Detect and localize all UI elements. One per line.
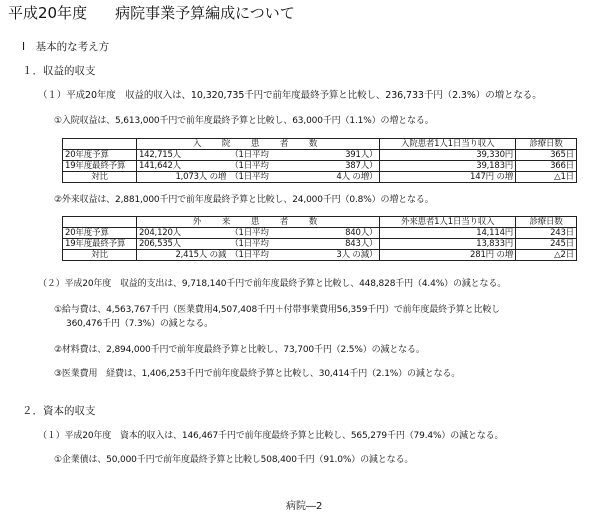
row-avg-label: （1日平均: [228, 172, 292, 183]
row-days: △2日: [516, 250, 577, 261]
row-per-unit: 14,114円: [380, 228, 516, 239]
row-total: 141,642人: [136, 161, 228, 172]
row-avg: 4人 の増）: [292, 172, 380, 183]
row-label: 対比: [63, 172, 137, 183]
outpatient-text: ②外来収益は、2,881,000千円で前年度最終予算と比較し、24,000千円（0.8%）の増となる。: [54, 195, 434, 205]
row-total: 142,715人: [136, 150, 228, 161]
row-days: 365日: [516, 150, 577, 161]
row-per-unit: 147円 の増: [380, 172, 516, 183]
page-title: [8, 6, 295, 21]
table-row: [63, 239, 577, 250]
row-label: 対比: [63, 250, 137, 261]
material-text: ②材料費は、2,894,000千円で前年度最終予算と比較し、73,700千円（2.5%）の減となる。: [54, 345, 425, 355]
bond-text: ①企業債は、50,000千円で前年度最終予算と比較し508,400千円（91.0%）の減となる。: [54, 455, 414, 465]
row-avg-label: （1日平均: [228, 150, 292, 161]
revenue-expense-text: （２）平成20年度 収益的支出は、9,718,140千円で前年度最終予算と比較し、448,828千円（4.4%）の減となる。: [38, 279, 507, 289]
row-total: 204,120人: [136, 228, 228, 239]
table-row: [63, 150, 577, 161]
revenue-subheading: １．収益的収支: [22, 65, 96, 77]
title-year: 平成20年度: [8, 4, 88, 22]
row-avg-label: （1日平均: [228, 228, 292, 239]
row-total: 206,535人: [136, 239, 228, 250]
row-label: 19年度最終予算: [63, 239, 137, 250]
medical-expense-text: ③医業費用 経費は、1,406,253千円で前年度最終予算と比較し、30,414千円（2.1%）の減となる。: [54, 369, 461, 379]
row-total: 1,073人 の増: [136, 172, 228, 183]
row-days: 243日: [516, 228, 577, 239]
row-per-unit: 13,833円: [380, 239, 516, 250]
header-days: 診療日数: [516, 139, 577, 150]
row-days: 366日: [516, 161, 577, 172]
header-days: 診療日数: [516, 217, 577, 228]
row-label: 19年度最終予算: [63, 161, 137, 172]
row-avg-label: （1日平均: [228, 250, 292, 261]
row-per-unit: 39,330円: [380, 150, 516, 161]
header-blank: [63, 139, 137, 150]
row-label: 20年度予算: [63, 150, 137, 161]
table-header-row: [63, 139, 577, 150]
row-avg-label: （1日平均: [228, 239, 292, 250]
row-per-unit: 281円 の増: [380, 250, 516, 261]
row-total: 2,415人 の減: [136, 250, 228, 261]
table-row: [63, 161, 577, 172]
row-days: 245日: [516, 239, 577, 250]
table-row: [63, 172, 577, 183]
row-avg: 843人）: [292, 239, 380, 250]
row-days: △1日: [516, 172, 577, 183]
header-inpatient-count: 入 院 患 者 数: [136, 139, 379, 150]
revenue-income-text: （１）平成20年度 収益的収入は、10,320,735千円で前年度最終予算と比較し、236,733千円（2.3%）の増となる。: [38, 90, 542, 101]
inpatient-table: [62, 138, 577, 183]
header-per-unit: 外来患者1人1日当り収入: [380, 217, 516, 228]
capital-subheading: ２．資本的収支: [22, 405, 96, 417]
header-blank: [63, 217, 137, 228]
section1-heading: Ⅰ 基本的な考え方: [22, 41, 110, 53]
row-avg: 391人）: [292, 150, 380, 161]
outpatient-table: [62, 216, 577, 261]
row-avg: 840人）: [292, 228, 380, 239]
title-text: 病院事業予算編成について: [115, 4, 295, 22]
header-outpatient-count: 外 来 患 者 数: [136, 217, 379, 228]
header-per-unit: 入院患者1人1日当り収入: [380, 139, 516, 150]
row-avg: 3人 の減）: [292, 250, 380, 261]
row-per-unit: 39,183円: [380, 161, 516, 172]
salary-text-line1: ①給与費は、4,563,767千円（医業費用4,507,408千円＋付帯事業費用56,359千円）で前年度最終予算と比較し: [54, 305, 501, 315]
row-label: 20年度予算: [63, 228, 137, 239]
salary-text-line2: 360,476千円（7.3%）の減となる。: [66, 319, 213, 329]
table-row: [63, 250, 577, 261]
table-header-row: [63, 217, 577, 228]
inpatient-text: ①入院収益は、5,613,000千円で前年度最終予算と比較し、63,000千円（1.1%）の増となる。: [54, 116, 434, 126]
page-number: 病院―2: [286, 501, 323, 512]
row-avg: 387人）: [292, 161, 380, 172]
table-row: [63, 228, 577, 239]
row-avg-label: （1日平均: [228, 161, 292, 172]
capital-income-text: （１）平成20年度 資本的収入は、146,467千円で前年度最終予算と比較し、565,279千円（79.4%）の減となる。: [38, 431, 504, 441]
